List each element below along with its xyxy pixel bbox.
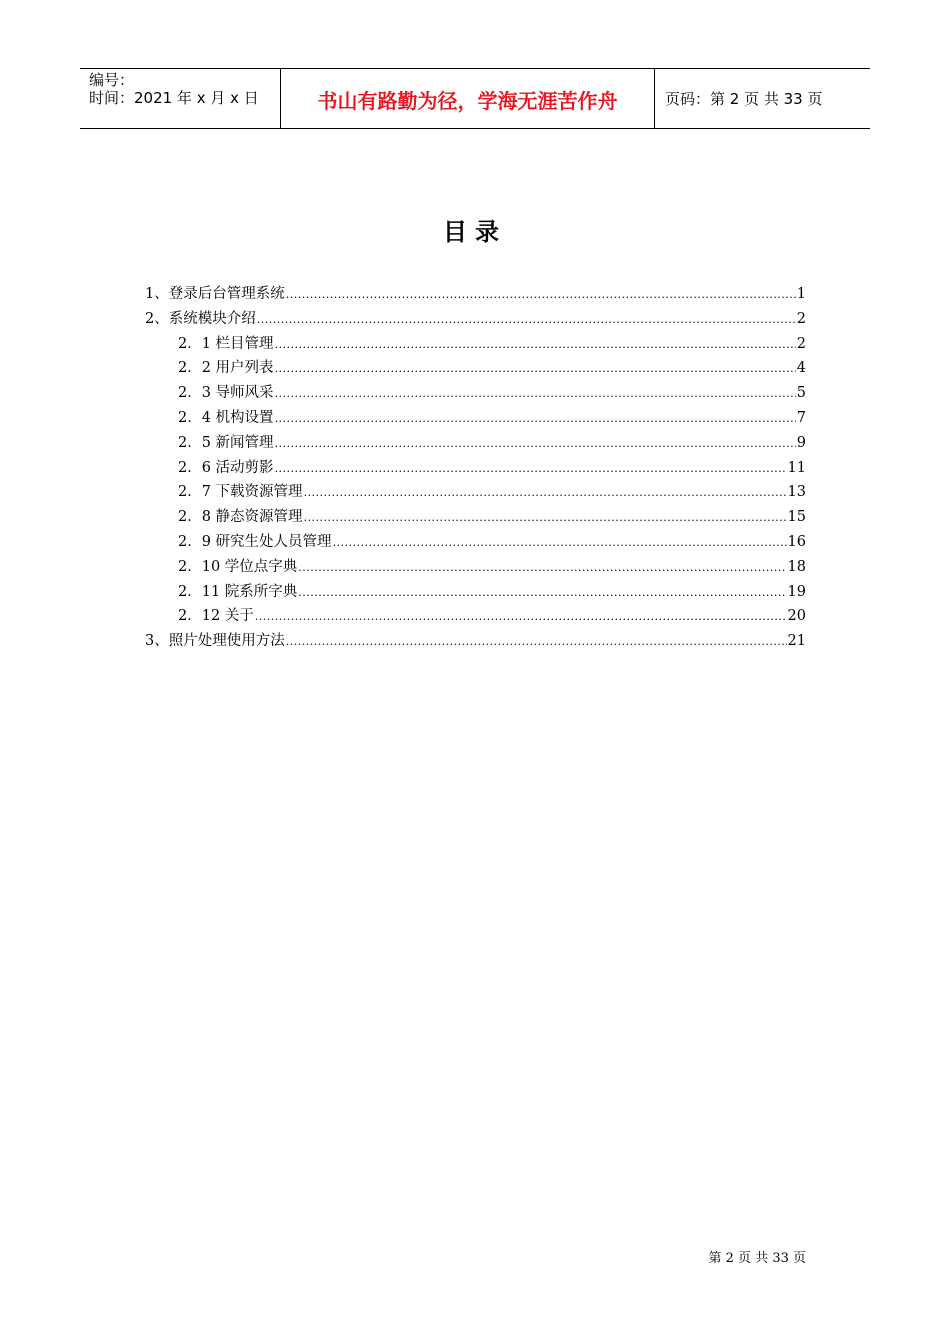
toc-dot-leader	[286, 283, 796, 308]
header-page-info: 页码：第 2 页 共 33 页	[665, 90, 823, 108]
toc-entry-page: 11	[787, 459, 806, 476]
toc-entry[interactable]	[145, 580, 806, 605]
toc-entry-page: 19	[787, 583, 806, 600]
toc-entry[interactable]	[145, 406, 806, 431]
toc-dot-leader	[286, 630, 787, 655]
toc-entry[interactable]	[145, 530, 806, 555]
toc-dot-leader	[275, 432, 796, 457]
toc-entry-label: 2．1 栏目管理	[178, 335, 274, 352]
toc-entry-page: 16	[787, 533, 806, 550]
toc-entry-label: 3、照片处理使用方法	[145, 633, 285, 650]
toc-title: 目录	[443, 217, 507, 246]
toc-entry-label: 2．9 研究生处人员管理	[178, 533, 332, 550]
toc-entry[interactable]	[145, 629, 806, 654]
toc-entry-page: 18	[787, 558, 806, 575]
toc-entry-page: 9	[796, 434, 806, 451]
toc-dot-leader	[255, 605, 787, 630]
page-header	[80, 68, 870, 129]
toc-dot-leader	[304, 506, 787, 531]
toc-dot-leader	[275, 382, 796, 407]
toc-entry[interactable]	[145, 604, 806, 629]
toc-dot-leader	[275, 457, 787, 482]
toc-entry-label: 2．12 关于	[178, 608, 254, 625]
document-number-label: 编号：	[89, 71, 135, 89]
toc-dot-leader	[257, 308, 796, 333]
toc-entry[interactable]	[145, 381, 806, 406]
toc-entry[interactable]	[145, 282, 806, 307]
toc-dot-leader	[298, 581, 786, 606]
document-time-label: 时间：2021 年 x 月 x 日	[89, 89, 259, 107]
toc-entry-label: 2．2 用户列表	[178, 360, 274, 377]
toc-entry-label: 2．4 机构设置	[178, 409, 274, 426]
toc-dot-leader	[333, 531, 787, 556]
toc-entry[interactable]	[145, 505, 806, 530]
toc-entry-label: 2．11 院系所字典	[178, 583, 298, 600]
toc-entry[interactable]	[145, 456, 806, 481]
toc-dot-leader	[275, 357, 796, 382]
toc-entry-page: 4	[796, 360, 806, 377]
toc-entry[interactable]	[145, 555, 806, 580]
toc-entry-label: 1、登录后台管理系统	[145, 286, 285, 302]
toc-entry-page: 20	[787, 608, 806, 625]
table-of-contents	[145, 282, 806, 654]
toc-entry-label: 2．3 导师风采	[178, 385, 274, 402]
toc-entry-page: 2	[796, 335, 806, 352]
footer-page-info: 第 2 页 共 33 页	[708, 1251, 806, 1266]
toc-entry-page: 1	[796, 286, 806, 302]
toc-entry-label: 2．6 活动剪影	[178, 459, 274, 476]
toc-dot-leader	[298, 556, 786, 581]
toc-entry[interactable]	[145, 332, 806, 357]
toc-entry[interactable]	[145, 356, 806, 381]
toc-entry-page: 2	[796, 310, 806, 327]
toc-entry-label: 2．10 学位点字典	[178, 558, 298, 575]
toc-dot-leader	[275, 407, 796, 432]
toc-entry-page: 21	[787, 633, 806, 650]
toc-entry-label: 2．8 静态资源管理	[178, 509, 303, 526]
toc-dot-leader	[304, 481, 787, 506]
toc-entry[interactable]	[145, 480, 806, 505]
header-motto: 书山有路勤为径，学海无涯苦作舟	[281, 69, 655, 128]
toc-entry-page: 13	[787, 484, 806, 501]
toc-entry-page: 7	[796, 409, 806, 426]
toc-entry-page: 15	[787, 509, 806, 526]
toc-entry-label: 2．5 新闻管理	[178, 434, 274, 451]
header-left-cell	[80, 69, 281, 128]
toc-dot-leader	[275, 333, 796, 358]
toc-entry-page: 5	[796, 385, 806, 402]
toc-entry[interactable]	[145, 307, 806, 332]
toc-entry[interactable]	[145, 431, 806, 456]
toc-entry-label: 2．7 下载资源管理	[178, 484, 303, 501]
toc-entry-label: 2、系统模块介绍	[145, 310, 256, 327]
